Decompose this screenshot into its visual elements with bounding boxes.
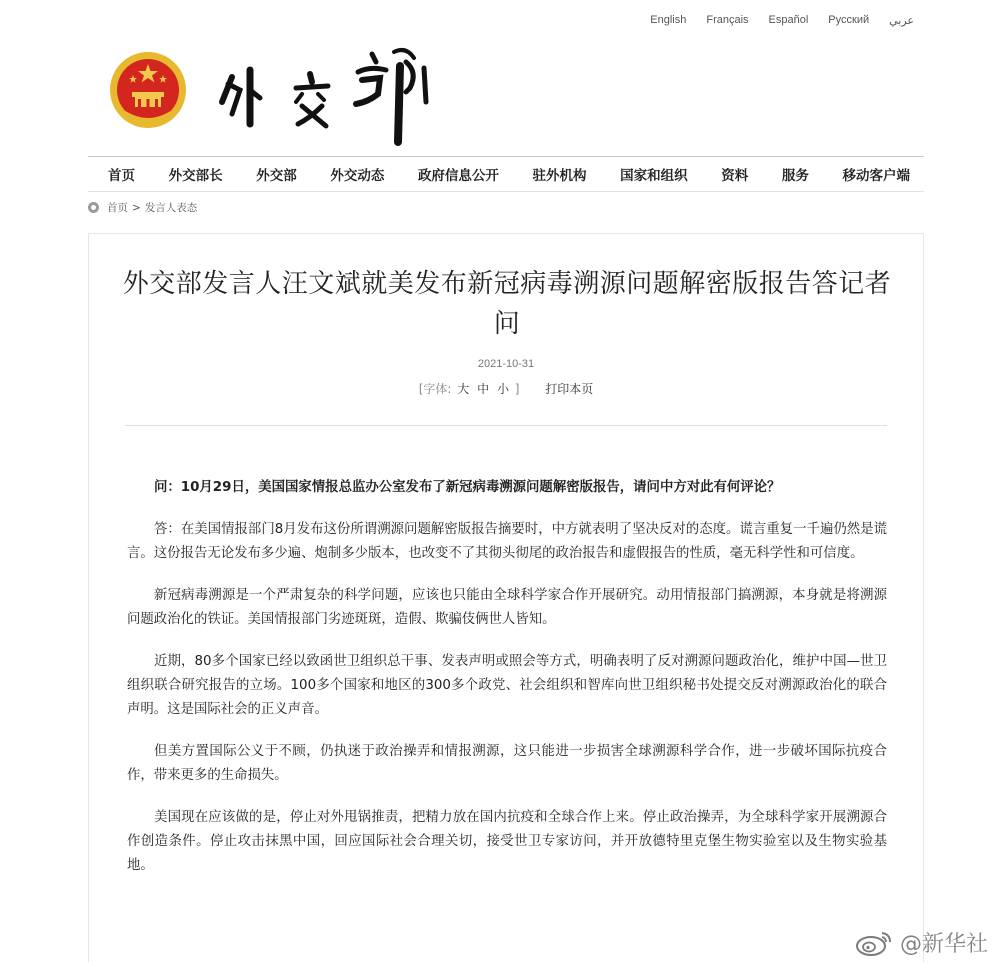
nav-gov-info[interactable]: 政府信息公开: [417, 168, 499, 184]
xinhua-watermark: [854, 927, 988, 958]
lang-arabic[interactable]: عربي: [889, 15, 914, 27]
nav-ministry[interactable]: 外交部: [256, 168, 297, 184]
font-size-prefix: [字体:: [418, 382, 452, 396]
national-emblem-icon[interactable]: [108, 50, 188, 130]
nav-foreign-minister[interactable]: 外交部长: [168, 168, 223, 184]
breadcrumb-current[interactable]: 发言人表态: [144, 202, 198, 214]
language-bar: [650, 14, 914, 27]
font-medium-button[interactable]: 中: [477, 382, 490, 396]
weibo-icon: [854, 929, 894, 957]
nav-services[interactable]: 服务: [781, 168, 809, 184]
nav-countries[interactable]: 国家和组织: [620, 168, 688, 184]
body-paragraph: 新冠病毒溯源是一个严肃复杂的科学问题，应该也只能由全球科学家合作开展研究。动用情报部门搞溯源，本身就是将溯源问题政治化的铁证。美国情报部门劣迹斑斑，造假、欺骗伎俩世人皆知。: [127, 588, 887, 627]
article-title: 外交部发言人汪文斌就美发布新冠病毒溯源问题解密版报告答记者问: [122, 269, 892, 339]
font-size-suffix: ]: [514, 382, 520, 396]
nav-diplomatic-news[interactable]: 外交动态: [330, 168, 385, 184]
font-small-button[interactable]: 小: [496, 382, 509, 396]
nav-missions[interactable]: 驻外机构: [532, 168, 587, 184]
body-paragraph: 但美方置国际公义于不顾，仍执迷于政治操弄和情报溯源，这只能进一步损害全球溯源科学合作，进一步破坏国际抗疫合作，带来更多的生命损失。: [127, 744, 887, 783]
watermark-text: @新华社: [899, 932, 988, 957]
print-page-link[interactable]: 打印本页: [545, 382, 594, 396]
article-body: [127, 476, 887, 896]
font-large-button[interactable]: 大: [457, 382, 470, 396]
nav-mobile-client[interactable]: 移动客户端: [842, 168, 910, 184]
breadcrumb-separator: >: [132, 201, 141, 214]
body-paragraph: 近期，80多个国家已经以致函世卫组织总干事、发表声明或照会等方式，明确表明了反对溯源问题政治化，维护中国—世卫组织联合研究报告的立场。100多个国家和地区的300多个政党、社会组织和智库向世卫组织秘书处提交反对溯源政治化的联合声明。这是国际社会的正义声音。: [127, 654, 887, 717]
location-icon: [88, 202, 99, 213]
ministry-logo[interactable]: [210, 32, 450, 152]
article-date: 2021-10-31: [477, 358, 535, 370]
breadcrumb-home[interactable]: 首页: [107, 202, 128, 214]
article-tools: [89, 380, 923, 397]
body-paragraph: 美国现在应该做的是，停止对外甩锅推责，把精力放在国内抗疫和全球合作上来。停止政治操弄，为全球科学家开展溯源合作创造条件。停止攻击抹黑中国，回应国际社会合理关切，接受世卫专家访问，并开放德特里克堡生物实验室以及生物实验基地。: [127, 810, 887, 873]
nav-resources[interactable]: 资料: [721, 168, 749, 184]
main-navigation: [88, 156, 924, 192]
nav-home[interactable]: 首页: [108, 168, 135, 184]
lang-french[interactable]: Français: [706, 14, 749, 26]
lang-russian[interactable]: Русский: [828, 14, 870, 26]
answer-paragraph: 答：在美国情报部门8月发布这份所谓溯源问题解密版报告摘要时，中方就表明了坚决反对的态度。谎言重复一千遍仍然是谎言。这份报告无论发布多少遍、炮制多少版本，也改变不了其彻头彻尾的政治报告和虚假报告的性质，毫无科学性和可信度。: [127, 522, 887, 561]
breadcrumb: [88, 200, 197, 215]
divider: [125, 425, 887, 426]
lang-spanish[interactable]: Español: [768, 14, 809, 26]
lang-english[interactable]: English: [650, 14, 687, 26]
article-panel: [88, 233, 924, 962]
question-paragraph: 问：10月29日，美国国家情报总监办公室发布了新冠病毒溯源问题解密版报告，请问中方对此有何评论？: [154, 480, 781, 495]
